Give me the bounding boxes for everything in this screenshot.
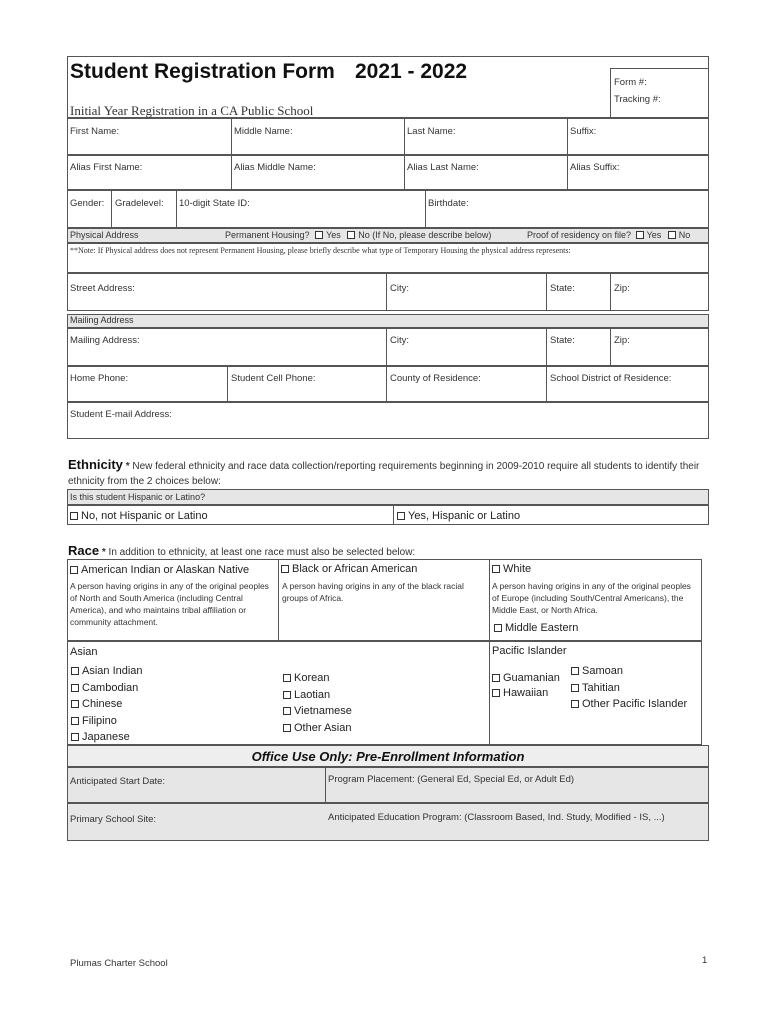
asian-checkbox[interactable] [283,707,291,715]
permanent-housing-no-label: No (If No, please describe below) [358,230,492,240]
asian-label: Asian [70,646,98,658]
student-email-field[interactable]: Student E-mail Address: [70,409,172,420]
american-indian-label: American Indian or Alaskan Native [81,564,250,576]
black-option[interactable] [281,563,417,575]
street-address-field[interactable]: Street Address: [70,283,135,294]
proof-of-residency-question [527,230,690,240]
asian-option[interactable] [283,670,352,687]
asian-checkbox[interactable] [71,717,79,725]
mailing-address-header [67,314,709,328]
black-description: A person having origins in any of the black racial groups of Africa. [282,581,464,603]
proof-of-residency-label: Proof of residency on file? [527,230,632,240]
proof-yes-checkbox[interactable] [636,231,644,239]
middle-name-field[interactable]: Middle Name: [234,126,293,137]
primary-school-site-field[interactable]: Primary School Site: [70,814,157,825]
permanent-housing-question [225,230,491,240]
race-asterisk: * [101,547,106,558]
program-placement-field[interactable]: Program Placement: (General Ed, Special Ed, or Adult Ed) [328,774,575,785]
asian-option[interactable] [71,663,143,680]
mailing-address-label: Mailing Address [70,315,134,325]
form-number-label: Form #: [614,77,647,88]
alias-last-name-field[interactable]: Alias Last Name: [407,162,479,173]
footer-school-name: Plumas Charter School [70,958,168,969]
asian-checkbox[interactable] [71,700,79,708]
asian-option[interactable] [283,687,352,704]
permanent-housing-no-checkbox[interactable] [347,231,355,239]
school-district-field[interactable]: School District of Residence: [550,373,672,384]
asian-options-col1 [71,663,143,746]
hispanic-option[interactable] [397,510,520,522]
pacific-islander-option[interactable] [571,680,687,697]
gender-field[interactable]: Gender: [70,198,105,209]
ethnicity-intro [68,457,708,489]
asian-label: Filipino [82,714,117,727]
pacific-islander-option[interactable] [571,696,687,713]
pacific-islander-label: Samoan [582,665,623,677]
asian-checkbox[interactable] [283,674,291,682]
anticipated-start-date-field[interactable]: Anticipated Start Date: [70,776,166,787]
alias-suffix-field[interactable]: Alias Suffix: [570,162,620,173]
pacific-islander-label: Hawaiian [503,687,549,699]
page-number: 1 [702,955,708,966]
home-phone-field[interactable]: Home Phone: [70,373,129,384]
permanent-housing-yes-label: Yes [326,230,341,240]
asian-checkbox[interactable] [71,684,79,692]
asian-option[interactable] [71,696,143,713]
race-intro-text: In addition to ethnicity, at least one race must also be selected below: [108,547,416,558]
american-indian-option[interactable] [70,564,249,576]
state-id-field[interactable]: 10-digit State ID: [179,198,250,209]
pacific-islander-label: Pacific Islander [492,645,567,657]
tracking-number-label: Tracking #: [614,94,661,105]
ethnicity-intro-text: New federal ethnicity and race data collection/reporting requirements beginning in 2009-2010 require all students to identify their ethnicity from the 2 choices below: [68,461,700,487]
white-description: A person having origins in any of the original peoples of Europe (including South/Central Americans), the Middle East, or North Africa. [492,581,691,615]
asian-label: Vietnamese [294,705,352,717]
mailing-address-field[interactable]: Mailing Address: [70,335,140,346]
proof-yes-label: Yes [646,230,662,240]
race-intro [68,543,415,558]
not-hispanic-option[interactable] [70,510,208,522]
black-checkbox[interactable] [281,565,289,573]
form-subtitle: Initial Year Registration in a CA Public School [70,103,314,118]
mailing-zip-field[interactable]: Zip: [614,335,630,346]
not-hispanic-label: No, not Hispanic or Latino [81,510,208,522]
housing-note: **Note: If Physical address does not represent Permanent Housing, please briefly describe what type of Temporary Housing the physical address represents: [70,246,571,255]
gradelevel-field[interactable]: Gradelevel: [115,198,164,209]
asian-label: Laotian [294,688,331,701]
office-heading: Office Use Only: Pre-Enrollment Information [251,749,525,764]
mailing-city-field[interactable]: City: [390,335,409,346]
pacific-islander-checkbox[interactable] [571,684,579,692]
physical-state-field[interactable]: State: [550,283,575,294]
id-row [67,190,709,228]
hispanic-question: Is this student Hispanic or Latino? [70,492,206,502]
black-label: Black or African American [292,563,418,575]
student-cell-phone-field[interactable]: Student Cell Phone: [231,373,316,384]
anticipated-program-field[interactable]: Anticipated Education Program: (Classroom Based, Ind. Study, Modified - IS, ...) [328,812,665,823]
pacific-islander-checkbox[interactable] [492,674,500,682]
asian-option[interactable] [283,720,352,737]
form-years: 2021 - 2022 [355,60,468,83]
ethnicity-heading: Ethnicity [68,457,123,472]
ethnicity-asterisk: * [125,461,130,472]
race-heading: Race [68,543,100,558]
alias-first-name-field[interactable]: Alias First Name: [70,162,143,173]
form-number-box [610,68,709,118]
birthdate-field[interactable]: Birthdate: [428,198,469,209]
physical-city-field[interactable]: City: [390,283,409,294]
alias-middle-name-field[interactable]: Alias Middle Name: [234,162,316,173]
asian-option[interactable] [71,713,143,730]
asian-checkbox[interactable] [71,667,79,675]
pacific-islander-option[interactable] [492,686,560,701]
asian-label: Asian Indian [82,665,143,677]
asian-label: Korean [294,672,330,684]
county-field[interactable]: County of Residence: [390,373,481,384]
hispanic-label: Yes, Hispanic or Latino [408,510,521,522]
hispanic-checkbox[interactable] [397,512,405,520]
name-row [67,118,709,155]
physical-address-label: Physical Address [70,230,139,240]
pacific-options-col1 [492,671,560,701]
pacific-islander-checkbox[interactable] [571,667,579,675]
asian-label: Other Asian [294,721,352,734]
suffix-field[interactable]: Suffix: [570,126,597,137]
middle-eastern-label: Middle Eastern [505,622,579,634]
asian-checkbox[interactable] [283,691,291,699]
permanent-housing-yes-checkbox[interactable] [315,231,323,239]
white-checkbox[interactable] [492,565,500,573]
not-hispanic-checkbox[interactable] [70,512,78,520]
pacific-islander-label: Tahitian [582,681,620,694]
pacific-islander-checkbox[interactable] [492,689,500,697]
american-indian-checkbox[interactable] [70,566,78,574]
mailing-row [67,328,709,366]
pacific-islander-option[interactable] [492,671,560,686]
asian-options-col2 [283,670,352,736]
white-option[interactable] [492,563,531,575]
white-label: White [503,563,532,575]
form-title: Student Registration Form [70,60,335,83]
pacific-options-col2 [571,663,687,713]
asian-label: Japanese [82,731,130,743]
physical-zip-field[interactable]: Zip: [614,283,630,294]
proof-no-label: No [678,230,691,240]
pacific-islander-label: Guamanian [503,672,560,684]
email-row[interactable] [67,402,709,439]
mailing-state-field[interactable]: State: [550,335,575,346]
first-name-field[interactable]: First Name: [70,126,120,137]
pacific-islander-label: Other Pacific Islander [582,698,688,710]
last-name-field[interactable]: Last Name: [407,126,456,137]
middle-eastern-checkbox[interactable] [494,624,502,632]
american-indian-description: A person having origins in any of the original peoples of North and South America (including Central America), and who maintains tribal affiliation or community attachment. [70,581,269,627]
asian-option[interactable] [71,729,143,746]
asian-label: Chinese [82,698,123,710]
asian-checkbox[interactable] [71,733,79,741]
asian-option[interactable] [71,680,143,697]
proof-no-checkbox[interactable] [668,231,676,239]
asian-option[interactable] [283,703,352,720]
asian-checkbox[interactable] [283,724,291,732]
street-row [67,273,709,311]
asian-label: Cambodian [82,681,139,694]
contact-row [67,366,709,402]
middle-eastern-option[interactable] [494,622,578,634]
pacific-islander-checkbox[interactable] [571,700,579,708]
permanent-housing-label: Permanent Housing? [225,230,310,240]
pacific-islander-option[interactable] [571,663,687,680]
